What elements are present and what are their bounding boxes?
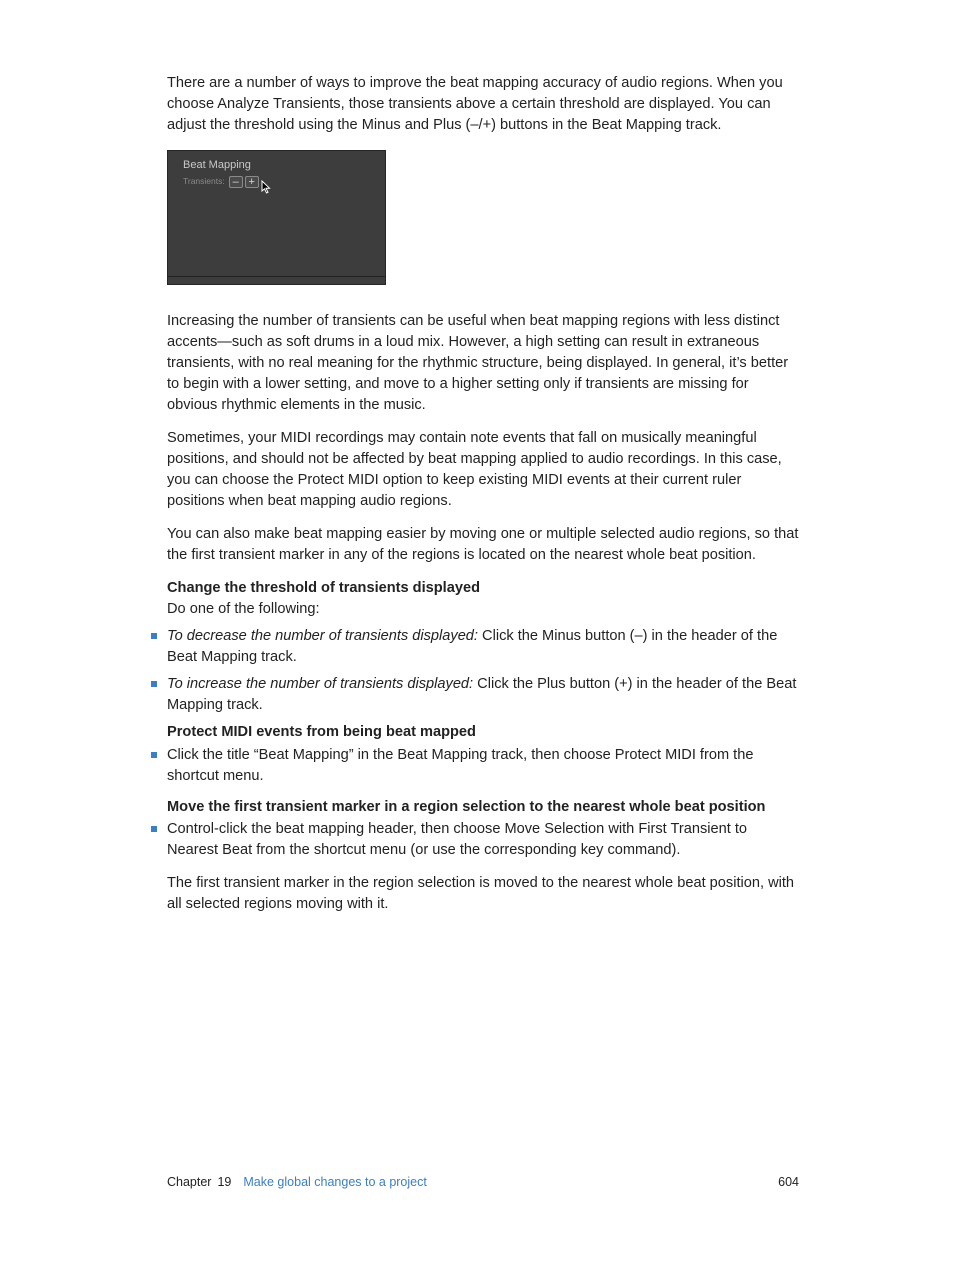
list-item-lead: To decrease the number of transients displayed:: [167, 628, 478, 644]
list-item-text: Control-click the beat mapping header, then choose Move Selection with First Transient to Nearest Beat from the shortcut menu (or use the corresponding key command).: [167, 821, 748, 858]
square-bullet-icon: [151, 681, 157, 687]
mouse-pointer-icon: [261, 180, 271, 194]
list-item: [167, 745, 799, 787]
list-item: [167, 674, 799, 716]
chapter-label: Chapter: [167, 1175, 212, 1189]
task3-list: [167, 819, 799, 861]
square-bullet-icon: [151, 752, 157, 758]
intro-paragraph: There are a number of ways to improve the beat mapping accuracy of audio regions. When you choose Analyze Transients, those transients above a certain threshold are displayed. You can adjust the threshold using the Minus and Plus (–/+) buttons in the Beat Mapping track.: [167, 75, 783, 133]
task-intro: Do one of the following:: [167, 601, 320, 617]
chapter-title-link[interactable]: Make global changes to a project: [243, 1175, 427, 1189]
chapter-number: 19: [217, 1175, 232, 1189]
task-heading: Protect MIDI events from being beat mapped: [167, 724, 476, 740]
body-paragraph: Increasing the number of transients can be useful when beat mapping regions with less distinct accents—such as soft drums in a loud mix. However, a high setting can result in extraneous transients, with no real meaning for the rhythmic structure, being displayed. In general, it’s better to begin with a lower setting, and move to a higher setting only if transients are missing for obvious rhythmic elements in the music.: [167, 313, 789, 413]
body-paragraph: Sometimes, your MIDI recordings may contain note events that fall on musically meaningful positions, and should not be affected by beat mapping applied to audio recordings. In this case, you can choose the Protect MIDI option to keep existing MIDI events at their current ruler positions when beat mapping audio regions.: [167, 430, 782, 509]
page-footer: [167, 1172, 799, 1192]
plus-button: +: [245, 176, 259, 188]
beat-mapping-title: Beat Mapping: [183, 159, 251, 171]
list-item-text: Click the Plus button (+) in the header of the Beat Mapping track.: [167, 676, 797, 713]
task-result: The first transient marker in the region selection is moved to the nearest whole beat position, with all selected regions moving with it.: [167, 875, 795, 912]
list-item-text: Click the title “Beat Mapping” in the Beat Mapping track, then choose Protect MIDI from the shortcut menu.: [167, 747, 754, 784]
transients-label: Transients:: [183, 176, 225, 186]
list-item: [167, 626, 799, 668]
square-bullet-icon: [151, 826, 157, 832]
list-item-lead: To increase the number of transients displayed:: [167, 676, 474, 692]
task1-list: [167, 626, 799, 716]
track-divider: [168, 276, 385, 277]
task-heading: Move the first transient marker in a region selection to the nearest whole beat position: [167, 799, 766, 815]
task2-list: [167, 745, 799, 787]
square-bullet-icon: [151, 633, 157, 639]
beat-mapping-screenshot: [167, 150, 386, 285]
task-heading: Change the threshold of transients displayed: [167, 580, 481, 596]
body-paragraph: You can also make beat mapping easier by moving one or multiple selected audio regions, so that the first transient marker in any of the regions is located on the nearest whole beat position.: [167, 526, 799, 563]
list-item: [167, 819, 799, 861]
page-content: [167, 73, 799, 927]
minus-button: –: [229, 176, 243, 188]
list-item-text: Click the Minus button (–) in the header of the Beat Mapping track.: [167, 628, 778, 665]
transients-row: [183, 175, 261, 188]
page-number: 604: [778, 1175, 799, 1189]
